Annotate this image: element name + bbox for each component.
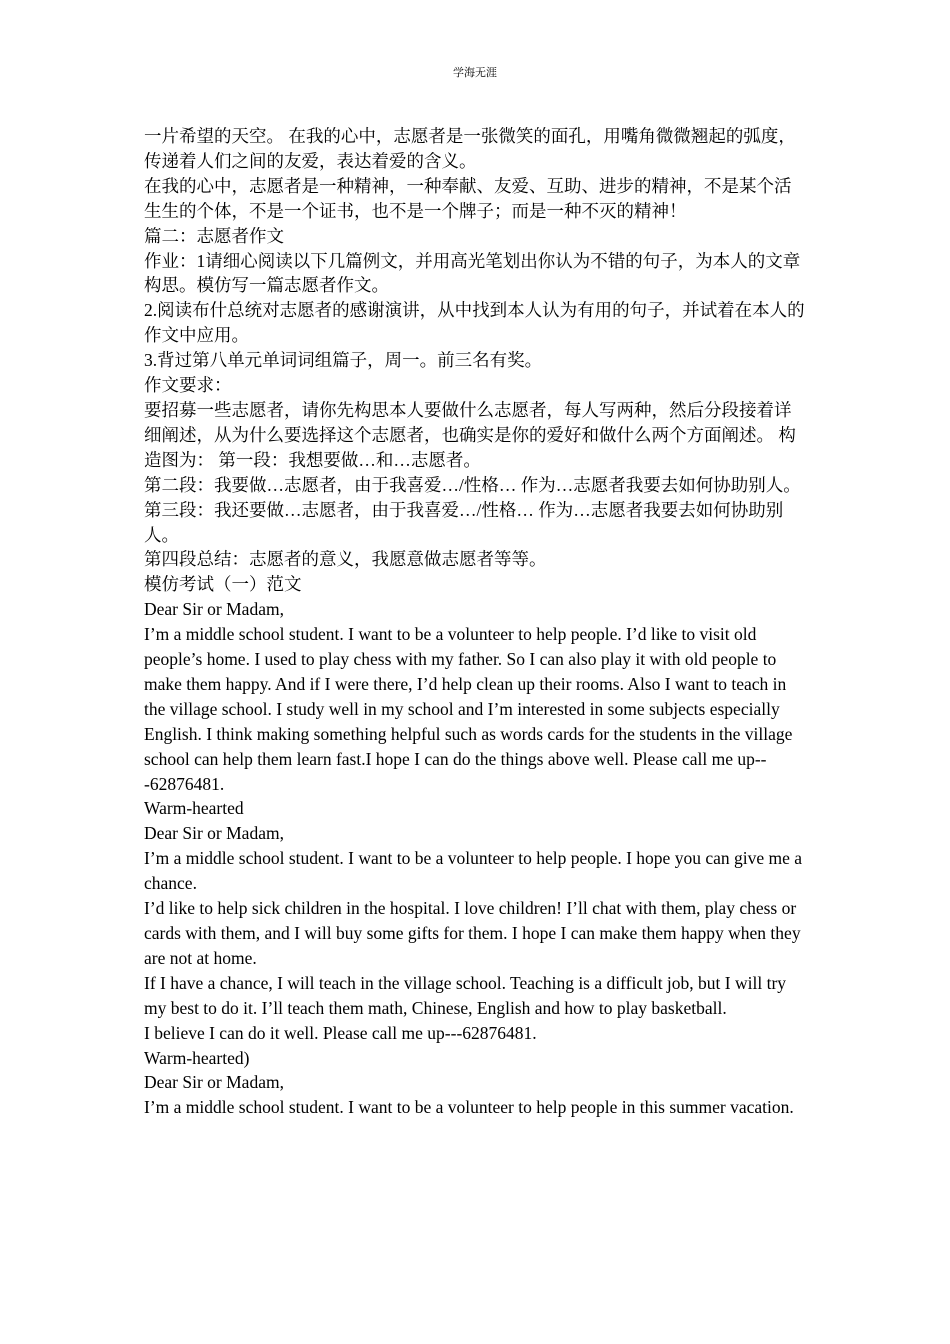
letter-signature: Warm-hearted [144, 798, 244, 819]
paragraph: 作文要求： [144, 375, 232, 396]
paragraph: I believe I can do it well. Please call me up---62876481. [144, 1022, 537, 1043]
paragraph: 在我的心中，志愿者是一种精神，一种奉献、友爱、互助、进步的精神，不是某个活生生的个体，不是一个证书，也不是一个牌子；而是一种不灭的精神！ [144, 175, 792, 221]
paragraph: 要招募一些志愿者，请你先构思本人要做什么志愿者，每人写两种，然后分段接着详细阐述，从为什么要选择这个志愿者，也确实是你的爱好和做什么两个方面阐述。 构造图为： 第一段：我想要做…和…志愿者。 [144, 399, 796, 470]
document-body [144, 124, 808, 1120]
letter-signature: Warm-hearted) [144, 1047, 250, 1068]
letter-salutation: Dear Sir or Madam, [144, 1072, 284, 1093]
paragraph: 一片希望的天空。 在我的心中，志愿者是一张微笑的面孔，用嘴角微微翘起的弧度，传递着人们之间的友爱，表达着爱的含义。 [144, 126, 796, 171]
paragraph: 第二段：我要做…志愿者，由于我喜爱…/性格… 作为…志愿者我要去如何协助别人。 [144, 474, 801, 495]
paragraph: I’m a middle school student. I want to be a volunteer to help people in this summer vacation. [144, 1097, 794, 1118]
section-heading: 模仿考试（一）范文 [144, 574, 302, 595]
paragraph: I’m a middle school student. I want to be a volunteer to help people. I hope you can give me a chance. [144, 848, 803, 894]
paragraph: 3.背过第八单元单词词组篇子，周一。前三名有奖。 [144, 350, 543, 371]
letter-salutation: Dear Sir or Madam, [144, 599, 284, 620]
paragraph: 第三段：我还要做…志愿者，由于我喜爱…/性格… 作为…志愿者我要去如何协助别人。 [144, 499, 784, 545]
paragraph: I’d like to help sick children in the hospital. I love children! I’ll chat with them, play chess or cards with them, and I will buy some gifts for them. I hope I can make them happy when they are not at home. [144, 898, 801, 968]
paragraph: 第四段总结：志愿者的意义，我愿意做志愿者等等。 [144, 549, 547, 570]
paragraph: 作业：1请细心阅读以下几篇例文，并用高光笔划出你认为不错的句子，为本人的文章构思。模仿写一篇志愿者作文。 [144, 250, 801, 296]
letter-salutation: Dear Sir or Madam, [144, 823, 284, 844]
page-header: 学海无涯 [453, 67, 497, 79]
paragraph: 2.阅读布什总统对志愿者的感谢演讲，从中找到本人认为有用的句子，并试着在本人的作文中应用。 [144, 300, 805, 346]
paragraph: If I have a chance, I will teach in the village school. Teaching is a difficult job, but I will try my best to do it. I’ll teach them math, Chinese, English and how to play basketball. [144, 972, 787, 1018]
paragraph: I’m a middle school student. I want to be a volunteer to help people. I’d like to visit old people’s home. I used to play chess with my father. So I can also play it with old people to make them happy. And if I were there, I’d help clean up their rooms. Also I want to teach in the village school. I study well in my school and I’m interested in some subjects especially English. I think making something helpful such as words cards for the students in the village school can help them learn fast.I hope I can do the things above well. Please call me up---62876481. [144, 624, 793, 794]
section-heading: 篇二：志愿者作文 [144, 225, 284, 246]
